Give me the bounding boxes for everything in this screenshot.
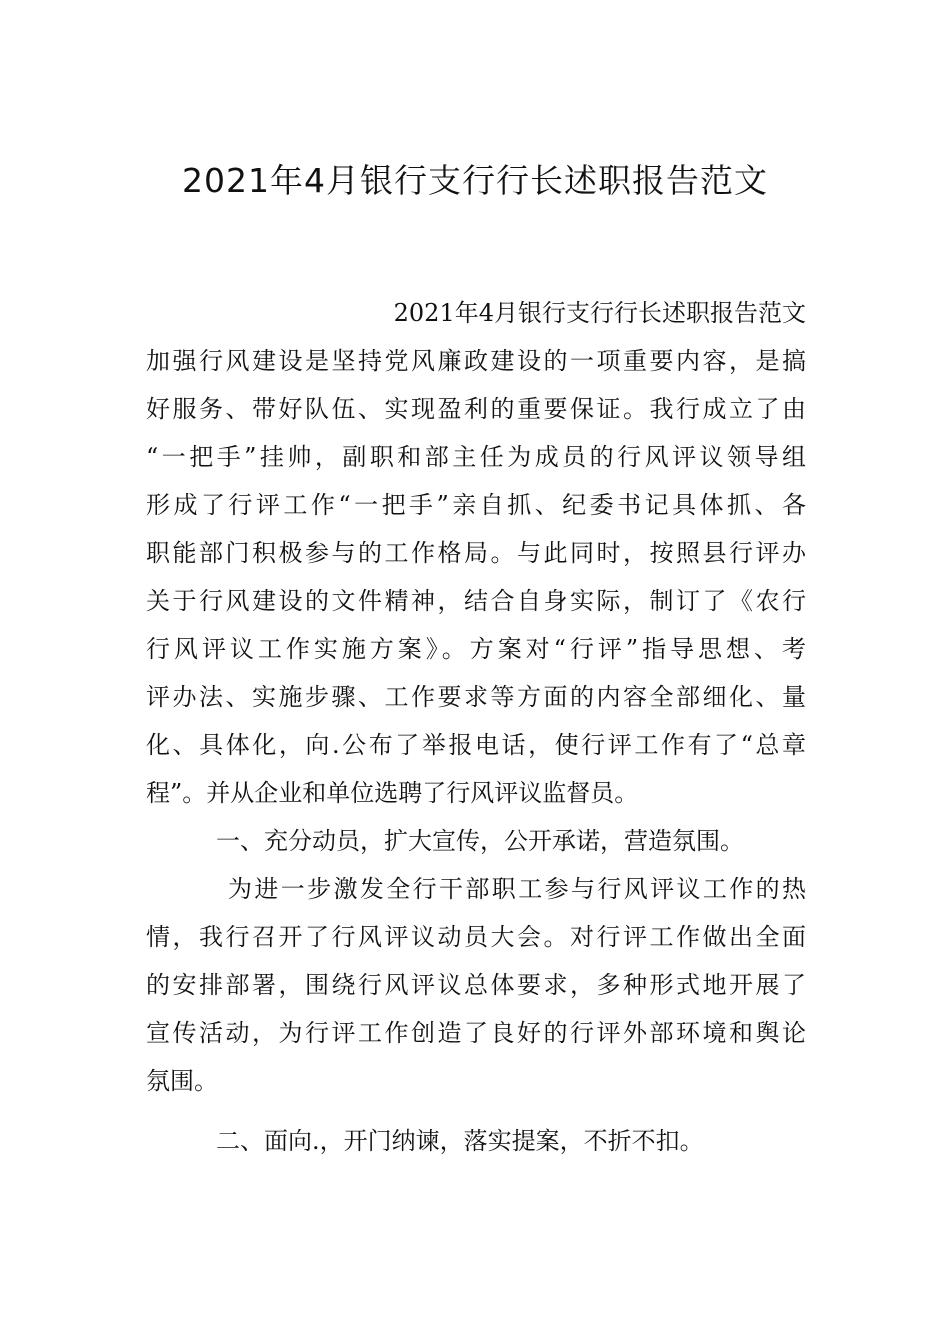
body-line: 好服务、带好队伍、实现盈利的重要保证。我行成立了由 <box>146 395 806 423</box>
body-line: 化、具体化，向.公布了举报电话，使行评工作有了“总章 <box>146 731 806 759</box>
document-title: 2021年4月银行支行行长述职报告范文 <box>182 161 768 200</box>
body-line: 形成了行评工作“一把手”亲自抓、纪委书记具体抓、各 <box>146 491 806 519</box>
body-line: 氛围。 <box>146 1067 218 1095</box>
body-line: 职能部门积极参与的工作格局。与此同时，按照县行评办 <box>146 539 806 567</box>
section-heading-1: 一、充分动员，扩大宣传，公开承诺，营造氛围。 <box>216 827 744 855</box>
paragraph-gap <box>146 1105 806 1117</box>
body-line: 的安排部署，围绕行风评议总体要求，多种形式地开展了 <box>146 971 806 999</box>
body-line: 关于行风建设的文件精神，结合自身实际，制订了《农行 <box>146 587 806 615</box>
body-line: 评办法、实施步骤、工作要求等方面的内容全部细化、量 <box>146 683 806 711</box>
body-line: 宣传活动，为行评工作创造了良好的行评外部环境和舆论 <box>146 1019 806 1047</box>
body-line: 情，我行召开了行风评议动员大会。对行评工作做出全面 <box>146 923 806 951</box>
body-line: 为进一步激发全行干部职工参与行风评议工作的热 <box>228 875 806 903</box>
body-line: 加强行风建设是坚持党风廉政建设的一项重要内容，是搞 <box>146 347 806 375</box>
document-body <box>146 289 806 1165</box>
body-line: 行风评议工作实施方案》。方案对“行评”指导思想、考 <box>146 635 806 663</box>
section-heading-2: 二、面向.，开门纳谏，落实提案，不折不扣。 <box>216 1127 704 1155</box>
body-line: “一把手”挂帅，副职和部主任为成员的行风评议领导组 <box>146 443 806 471</box>
body-line: 程”。并从企业和单位选聘了行风评议监督员。 <box>146 779 639 807</box>
body-line-repeat-title: 2021年4月银行支行行长述职报告范文 <box>393 299 806 327</box>
